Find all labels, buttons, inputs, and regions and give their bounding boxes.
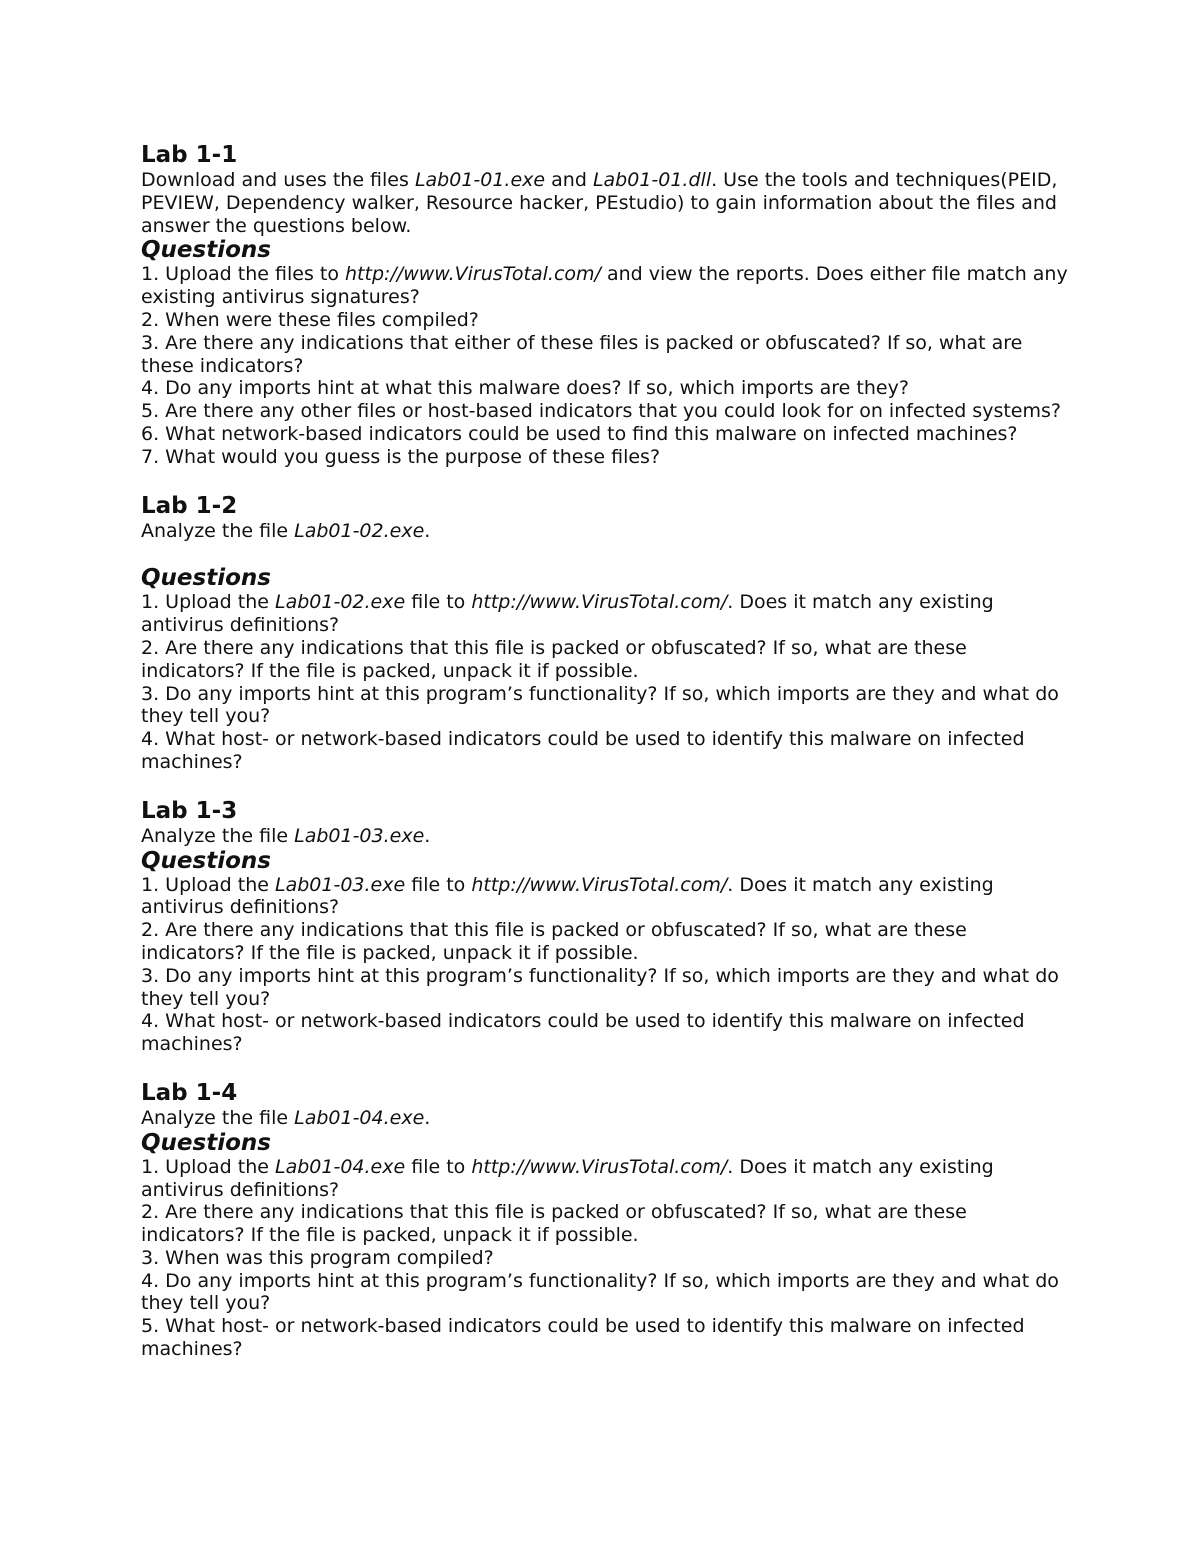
- text-run: 1. Upload the files to: [141, 263, 345, 286]
- text-run: Analyze the file: [141, 1106, 295, 1129]
- text-run: Download and uses the files: [141, 169, 415, 191]
- question-item: [141, 446, 1071, 469]
- question-item: [141, 1247, 1071, 1270]
- text-run: . Does it match any existing antivirus definitions?: [141, 591, 994, 637]
- document-page: [141, 141, 1071, 1361]
- lab-title: Lab 1-3: [141, 797, 238, 824]
- question-item: [141, 874, 1071, 920]
- text-run: Analyze the file: [141, 824, 295, 847]
- text-run: .: [424, 1106, 431, 1129]
- text-run: file to: [405, 873, 472, 896]
- italic-text: Lab01-01.exe: [414, 169, 546, 191]
- question-item: [141, 1201, 1071, 1247]
- text-run: 1. Upload the: [141, 591, 276, 614]
- question-item: [141, 1315, 1071, 1361]
- text-run: Analyze the file: [141, 519, 295, 542]
- lab-title: Lab 1-4: [141, 1079, 238, 1106]
- text-run: and view the reports. Does either file match any existing antivirus signatures?: [141, 263, 1068, 309]
- italic-text: Lab01-04.exe: [294, 1106, 425, 1129]
- italic-text: Lab01-01.dll: [592, 169, 712, 191]
- text-run: 5. Are there any other files or host-based indicators that you could look for on infected systems?: [141, 400, 1061, 423]
- question-item: [141, 377, 1071, 400]
- text-run: 1. Upload the: [141, 1155, 276, 1178]
- text-run: . Use the tools and techniques(PEID, PEVIEW, Dependency walker, Resource hacker, PEstudio) to gain information about the files and answer the questions below.: [141, 169, 1058, 237]
- text-run: 7. What would you guess is the purpose of these files?: [141, 445, 661, 468]
- question-item: [141, 332, 1071, 378]
- question-item: [141, 683, 1071, 729]
- lab-section: [141, 492, 1071, 774]
- text-run: 3. Do any imports hint at this program’s functionality? If so, which imports are they and what do they tell you?: [141, 682, 1059, 728]
- question-item: [141, 965, 1071, 1011]
- text-run: 2. Are there any indications that this file is packed or obfuscated? If so, what are these indicators? If the file is packed, unpack it if possible.: [141, 919, 967, 964]
- questions-heading: Questions: [141, 565, 271, 592]
- question-item: [141, 1010, 1071, 1056]
- text-run: 4. What host- or network-based indicators could be used to identify this malware on infected machines?: [141, 1010, 1025, 1056]
- text-run: file to: [405, 591, 472, 614]
- lab-section: [141, 1079, 1071, 1361]
- text-run: 3. Are there any indications that either of these files is packed or obfuscated? If so, what are these indicators?: [141, 331, 1023, 377]
- text-run: 4. Do any imports hint at what this malware does? If so, which imports are they?: [141, 377, 909, 400]
- italic-text: Lab01-03.exe: [275, 873, 406, 896]
- text-run: . Does it match any existing antivirus definitions?: [141, 1155, 994, 1201]
- text-run: and: [545, 169, 593, 191]
- text-run: 3. Do any imports hint at this program’s functionality? If so, which imports are they and what do they tell you?: [141, 964, 1059, 1010]
- questions-heading: Questions: [141, 237, 271, 264]
- lab-intro: [141, 169, 1071, 237]
- text-run: file to: [405, 1155, 472, 1178]
- section-gap: [141, 774, 1071, 797]
- lab-title: Lab 1-1: [141, 142, 238, 168]
- text-run: 2. Are there any indications that this file is packed or obfuscated? If so, what are these indicators? If the file is packed, unpack it if possible.: [141, 636, 967, 682]
- italic-text: Lab01-03.exe: [294, 824, 425, 847]
- section-gap: [141, 1056, 1071, 1079]
- italic-text: http://www.VirusTotal.com/: [471, 873, 728, 896]
- italic-text: http://www.VirusTotal.com/: [345, 263, 601, 286]
- lab-intro: [141, 1107, 1071, 1130]
- question-list: [141, 1156, 1071, 1361]
- text-run: .: [424, 519, 431, 542]
- text-run: 2. Are there any indications that this file is packed or obfuscated? If so, what are these indicators? If the file is packed, unpack it if possible.: [141, 1201, 967, 1247]
- text-run: .: [424, 824, 431, 847]
- question-item: [141, 728, 1071, 774]
- italic-text: http://www.VirusTotal.com/: [471, 1155, 728, 1178]
- question-list: [141, 874, 1071, 1056]
- question-item: [141, 423, 1071, 446]
- lab-title: Lab 1-2: [141, 492, 238, 519]
- text-run: . Does it match any existing antivirus definitions?: [141, 873, 994, 919]
- text-run: 4. Do any imports hint at this program’s functionality? If so, which imports are they and what do they tell you?: [141, 1269, 1059, 1315]
- question-item: [141, 309, 1071, 332]
- text-run: 4. What host- or network-based indicators could be used to identify this malware on infected machines?: [141, 728, 1025, 773]
- question-item: [141, 400, 1071, 423]
- question-item: [141, 263, 1071, 309]
- text-run: 5. What host- or network-based indicators could be used to identify this malware on infected machines?: [141, 1315, 1025, 1361]
- question-item: [141, 1156, 1071, 1202]
- questions-heading: Questions: [141, 1129, 271, 1156]
- section-gap: [141, 469, 1071, 492]
- lab-section: [141, 141, 1071, 469]
- italic-text: http://www.VirusTotal.com/: [471, 591, 728, 614]
- question-list: [141, 591, 1071, 773]
- intro-gap: [141, 542, 1071, 565]
- italic-text: Lab01-04.exe: [275, 1155, 406, 1178]
- question-item: [141, 1270, 1071, 1316]
- italic-text: Lab01-02.exe: [294, 519, 425, 542]
- italic-text: Lab01-02.exe: [275, 591, 406, 614]
- question-item: [141, 591, 1071, 637]
- lab-intro: [141, 825, 1071, 848]
- text-run: 3. When was this program compiled?: [141, 1246, 494, 1269]
- lab-section: [141, 797, 1071, 1056]
- question-item: [141, 637, 1071, 683]
- question-list: [141, 263, 1071, 468]
- text-run: 6. What network-based indicators could be used to find this malware on infected machines?: [141, 422, 1018, 445]
- lab-intro: [141, 520, 1071, 543]
- questions-heading: Questions: [141, 847, 271, 874]
- question-item: [141, 919, 1071, 965]
- text-run: 1. Upload the: [141, 873, 276, 896]
- text-run: 2. When were these files compiled?: [141, 308, 479, 331]
